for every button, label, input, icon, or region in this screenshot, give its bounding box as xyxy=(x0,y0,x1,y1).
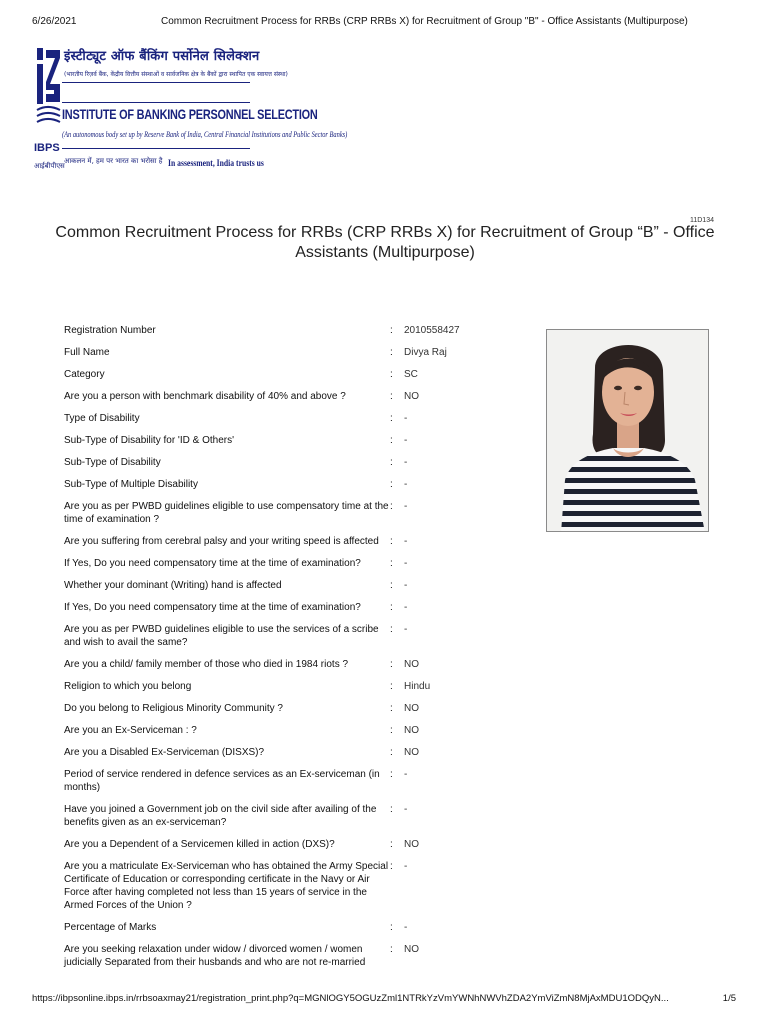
print-date: 6/26/2021 xyxy=(32,16,77,27)
field-separator: : xyxy=(390,325,393,336)
field-row xyxy=(64,324,469,337)
logo-english-name: INSTITUTE OF BANKING PERSONNEL SELECTION xyxy=(62,106,318,122)
field-separator: : xyxy=(390,839,393,850)
print-url: https://ibpsonline.ibps.in/rrbsoaxmay21/registration_print.php?q=MGNlOGY5OGUzZml1NTRkYzVmYWNhNWVhZDA2YmViZmN8MjAxMDU1ODQyN... xyxy=(32,993,669,1004)
field-row xyxy=(64,500,469,526)
field-separator: : xyxy=(390,558,393,569)
field-value: - xyxy=(404,769,408,780)
field-label: Are you a matriculate Ex-Serviceman who has obtained the Army Special Certificate of Education or corresponding certificate in the Navy or Air Force after having completed not less than 15 years of service in the Armed Forces of the Union ? xyxy=(64,861,389,911)
field-label: Are you a person with benchmark disability of 40% and above ? xyxy=(64,391,346,402)
field-row xyxy=(64,768,469,794)
logo-hindi-tagline: आकलन में, हम पर भारत का भरोसा है xyxy=(64,157,163,165)
field-value: - xyxy=(404,536,408,547)
logo-divider xyxy=(62,102,250,103)
field-label: Full Name xyxy=(64,347,110,358)
field-value: - xyxy=(404,861,408,872)
field-separator: : xyxy=(390,413,393,424)
field-row xyxy=(64,860,469,912)
field-value: - xyxy=(404,435,408,446)
field-separator: : xyxy=(390,659,393,670)
field-row xyxy=(64,702,469,715)
field-value: - xyxy=(404,580,408,591)
field-label: Are you a Dependent of a Servicemen killed in action (DXS)? xyxy=(64,839,335,850)
field-row xyxy=(64,623,469,649)
field-separator: : xyxy=(390,580,393,591)
field-separator: : xyxy=(390,501,393,512)
field-row xyxy=(64,478,469,491)
field-label: Religion to which you belong xyxy=(64,681,192,692)
field-separator: : xyxy=(390,944,393,955)
field-separator: : xyxy=(390,769,393,780)
field-label: If Yes, Do you need compensatory time at the time of examination? xyxy=(64,558,361,569)
field-separator: : xyxy=(390,457,393,468)
ibps-logo xyxy=(32,38,348,180)
field-separator: : xyxy=(390,536,393,547)
field-value: - xyxy=(404,479,408,490)
field-label: Sub-Type of Multiple Disability xyxy=(64,479,198,490)
field-label: If Yes, Do you need compensatory time at the time of examination? xyxy=(64,602,361,613)
field-separator: : xyxy=(390,725,393,736)
field-value: - xyxy=(404,624,408,635)
ibps-emblem-icon xyxy=(34,44,62,140)
logo-divider xyxy=(62,148,250,149)
field-value: 2010558427 xyxy=(404,325,460,336)
field-label: Have you joined a Government job on the civil side after availing of the benefits given as an ex-serviceman? xyxy=(64,804,377,828)
field-value: NO xyxy=(404,659,419,670)
field-label: Do you belong to Religious Minority Community ? xyxy=(64,703,283,714)
print-page-number: 1/5 xyxy=(722,993,736,1004)
field-separator: : xyxy=(390,602,393,613)
field-value: NO xyxy=(404,725,419,736)
field-value: - xyxy=(404,602,408,613)
field-label: Are you an Ex-Serviceman : ? xyxy=(64,725,197,736)
field-separator: : xyxy=(390,703,393,714)
field-label: Type of Disability xyxy=(64,413,140,424)
field-row xyxy=(64,943,469,969)
field-label: Sub-Type of Disability xyxy=(64,457,161,468)
logo-hindi-name: इंस्टीट्यूट ऑफ बैंकिंग पर्सोनेल सिलेक्शन xyxy=(64,49,260,64)
field-row xyxy=(64,838,469,851)
field-separator: : xyxy=(390,861,393,872)
field-value: - xyxy=(404,558,408,569)
logo-hindi-subtitle: (भारतीय रिज़र्व बैंक, केंद्रीय वित्तीय संस्थाओं व सार्वजनिक क्षेत्र के बैंकों द्वारा स्थापित एक स्वायत्त संस्था) xyxy=(64,71,288,78)
field-row xyxy=(64,535,469,548)
field-label: Category xyxy=(64,369,105,380)
field-separator: : xyxy=(390,435,393,446)
form-code: 11D134 xyxy=(689,217,714,224)
field-label: Are you a Disabled Ex-Serviceman (DISXS)? xyxy=(64,747,265,758)
field-row xyxy=(64,412,469,425)
field-value: NO xyxy=(404,703,419,714)
applicant-portrait-image xyxy=(547,330,709,532)
field-separator: : xyxy=(390,369,393,380)
field-label: Period of service rendered in defence services as an Ex-serviceman (in months) xyxy=(64,769,380,793)
logo-english-subtitle: (An autonomous body set up by Reserve Bank of India, Central Financial Institutions and Public Sector Banks) xyxy=(62,130,348,139)
field-separator: : xyxy=(390,922,393,933)
field-row xyxy=(64,680,469,693)
field-row xyxy=(64,803,469,829)
field-row xyxy=(64,434,469,447)
field-row xyxy=(64,746,469,759)
field-label: Are you seeking relaxation under widow / divorced women / women judicially Separated from their husbands and who are not re-married xyxy=(64,944,366,968)
field-label: Are you a child/ family member of those who died in 1984 riots ? xyxy=(64,659,349,670)
field-value: - xyxy=(404,457,408,468)
field-row xyxy=(64,456,469,469)
field-label: Percentage of Marks xyxy=(64,922,157,933)
logo-english-tagline: In assessment, India trusts us xyxy=(168,158,264,168)
field-row xyxy=(64,579,469,592)
field-row xyxy=(64,557,469,570)
logo-divider xyxy=(62,82,250,83)
field-value: - xyxy=(404,413,408,424)
field-value: - xyxy=(404,922,408,933)
field-row xyxy=(64,921,469,934)
field-separator: : xyxy=(390,804,393,815)
field-separator: : xyxy=(390,624,393,635)
field-separator: : xyxy=(390,347,393,358)
print-page-title: Common Recruitment Process for RRBs (CRP RRBs X) for Recruitment of Group "B" - Office Assistants (Multipurpose) xyxy=(161,16,688,27)
field-label: Are you as per PWBD guidelines eligible to use the services of a scribe and wish to avail the same? xyxy=(64,624,379,648)
field-value: NO xyxy=(404,944,419,955)
field-label: Sub-Type of Disability for 'ID & Others' xyxy=(64,435,234,446)
field-value: - xyxy=(404,501,408,512)
field-value: Hindu xyxy=(404,681,431,692)
registration-details-table xyxy=(64,324,469,969)
field-separator: : xyxy=(390,391,393,402)
field-label: Registration Number xyxy=(64,325,156,336)
field-value: NO xyxy=(404,391,419,402)
field-label: Are you as per PWBD guidelines eligible to use compensatory time at the time of examination ? xyxy=(64,501,389,525)
field-value: Divya Raj xyxy=(404,347,447,358)
logo-abbr-hindi: आईबीपीएस xyxy=(34,163,65,170)
field-row xyxy=(64,724,469,737)
field-value: - xyxy=(404,804,408,815)
document-title: Common Recruitment Process for RRBs (CRP RRBs X) for Recruitment of Group “B” - Office Assistants (Multipurpose) xyxy=(55,224,715,261)
field-separator: : xyxy=(390,479,393,490)
field-row xyxy=(64,658,469,671)
logo-abbr: IBPS xyxy=(34,142,60,154)
field-label: Whether your dominant (Writing) hand is affected xyxy=(64,580,282,591)
field-row xyxy=(64,601,469,614)
field-value: NO xyxy=(404,747,419,758)
applicant-photo xyxy=(546,329,709,532)
field-value: SC xyxy=(404,369,418,380)
field-row xyxy=(64,346,469,359)
field-separator: : xyxy=(390,681,393,692)
field-separator: : xyxy=(390,747,393,758)
field-row xyxy=(64,368,469,381)
field-row xyxy=(64,390,469,403)
field-label: Are you suffering from cerebral palsy and your writing speed is affected xyxy=(64,536,379,547)
field-value: NO xyxy=(404,839,419,850)
